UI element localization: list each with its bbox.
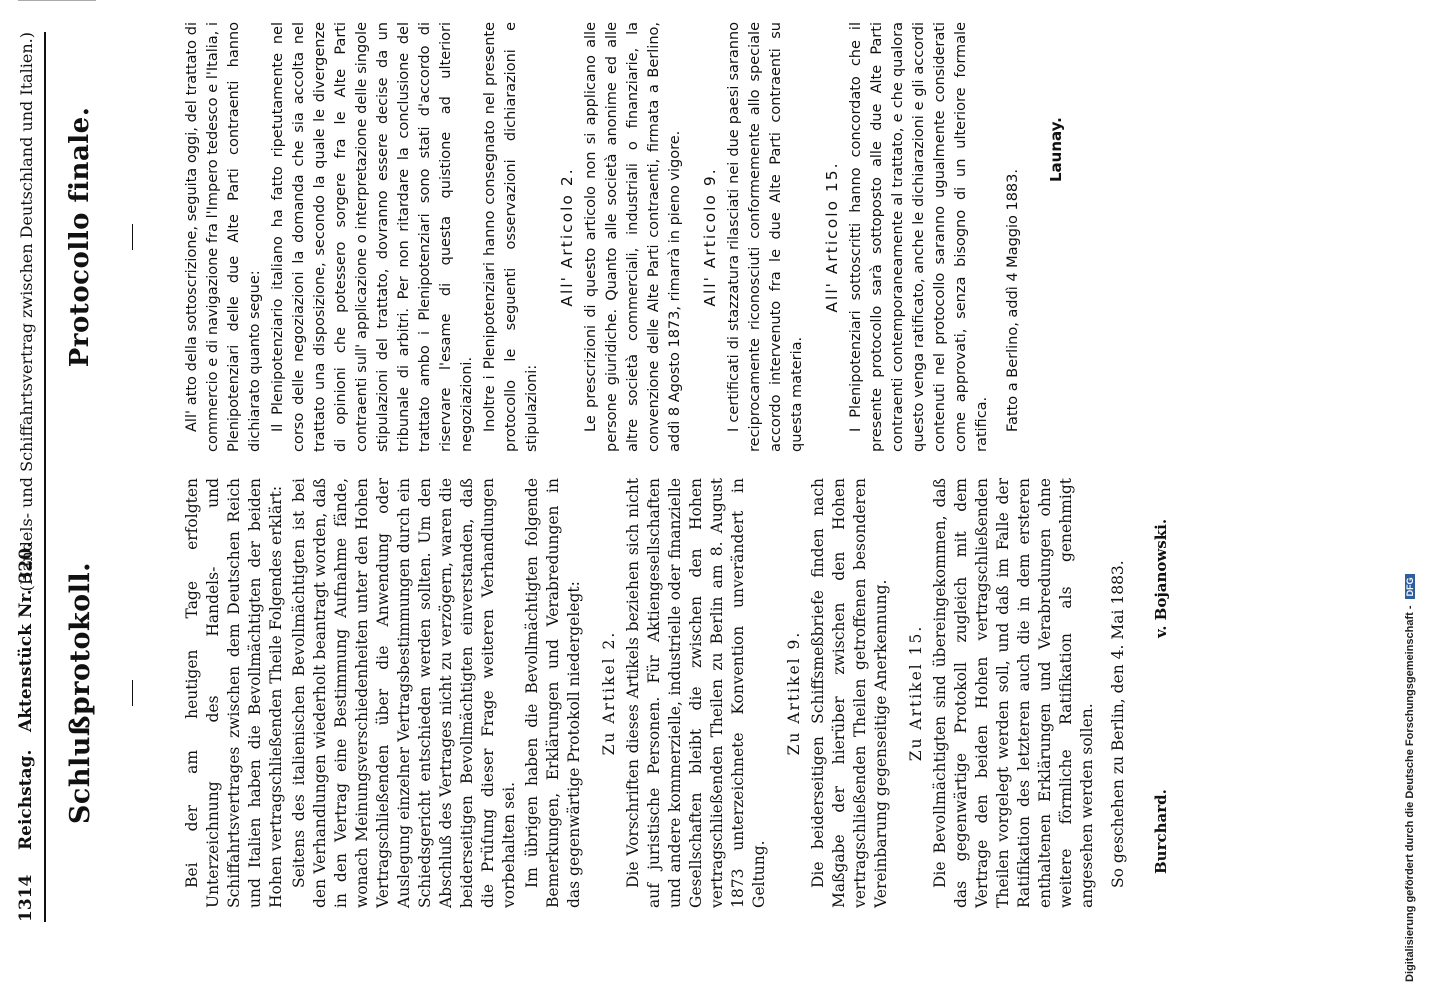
german-art15-text: Die Bevollmächtigten sind übereingekommen, daß das gegenwärtige Protokoll zugleich mit dem Vertrage den beiden Hohen vertragschließenden Theilen vorgelegt werden soll, und daß im Falle der Ratifikation des letzteren auch die in dem ersteren enthaltenen Erklärungen und Verabredungen ohne weitere förmliche Ratifikation als genehmigt angesehen werden sollen. [931,478,1096,908]
italian-art9-heading: All' Articolo 9. [701,167,719,307]
italian-title-rule [132,224,133,250]
italian-intro-2: Il Plenipotenziario italiano ha fatto ripetutamente nel corso delle negoziazioni la domanda che sia accolta nel trattato una disposizione, secondo la quale le divergenze di opinioni che potessero sorgere fra le Alte Parti contraenti sull' applicazione o interpretazione delle singole stipulazioni del trattato, dovranno essere decise da un tribunale di arbitri. Per non ritardare la conclusione del trattato ambo i Plenipotenziari sono stati d'accordo di riservare l'esame di questa quistione ad ulteriori negoziazioni. [270,22,475,452]
german-art15-heading: Zu Artikel 15. [907,624,925,762]
italian-art15-heading: All' Articolo 15. [823,161,841,313]
german-column [65,478,1175,908]
german-art2-text: Die Vorschriften dieses Artikels beziehen sich nicht auf juristische Personen. Für Aktiengesellschaften und andere kommerzielle, industrielle oder finanzielle Gesellschaften bleibt die zwischen den Hohen vertragschließenden Theilen zu Berlin am 8. August 1873 unterzeichnete Konvention unverändert in Geltung. [624,478,768,908]
italian-signatures [1046,22,1070,452]
digitization-credit [1404,574,1416,982]
signature-bojanowski: v. Bojanowski. [1152,518,1170,638]
italian-title: Protocollo finale. [65,106,95,368]
signature-burchard: Burchard. [1152,789,1170,874]
italian-art9-text: I certificati di stazzatura rilasciati nei due paesi saranno reciprocamente riconosciuti conformemente allo speciale accordo intervenuto fra le due Alte Parti contraenti su questa materia. [726,22,805,452]
page-number: 1314 [16,874,36,922]
german-title-rule [132,680,133,706]
german-title: Schlußprotokoll. [65,561,96,825]
italian-art2-text: Le prescrizioni di questo articolo non si applicano alle persone giuridiche. Quanto alle società anonime ed alle altre società commerciali, industriali o finanziarie, la convenzione delle Alte Parti contraenti, firmata a Berlino, addì 8 Agosto 1873, rimarrà in pieno vigore. [583,22,683,452]
italian-column [65,22,1070,452]
dfg-logo: DFG [1405,574,1415,599]
italian-art2-heading: All' Articolo 2. [558,167,576,307]
german-art9-text: Die beiderseitigen Schiffsmeßbriefe finden nach Maßgabe der hierüber zwischen den Hohen vertragschließenden Theilen getroffenen besonderen Vereinbarung gegenseitige Anerkennung. [809,478,890,908]
german-signatures [1151,478,1175,908]
signature-launay: Launay. [1047,117,1065,182]
credit-text: Digitalisierung gefördert durch die Deutsche Forschungsgemeinschaft - [1404,605,1416,982]
italian-intro-1: All' atto della sottoscrizione, seguita oggi, del trattato di commercio e di navigazione fra l'Impero tedesco e l'Italia, i Plenipotenziari delle due Alte Parti contraenti hanno dichiarato quanto segue: [184,22,263,452]
german-intro-3: Im übrigen haben die Bevollmächtigten folgende Bemerkungen, Erklärungen und Verabredungen in das gegenwärtige Protokoll niedergelegt: [523,478,583,908]
german-art2-heading: Zu Artikel 2. [600,630,618,756]
german-intro-2: Seitens des italienischen Bevollmächtigten ist bei den Verhandlungen wiederholt beantragt worden, daß in den Vertrag eine Bestimmung Aufnahme fände, wonach Meinungsverschiedenheiten unter den Hohen Vertragschließenden über die Anwendung oder Auslegung einzelner Vertragsbestimmungen durch ein Schiedsgericht entschieden werden sollten. Um den Abschluß des Vertrages nicht zu verzögern, waren die beiderseitigen Bevollmächtigten einverstanden, daß die Prüfung dieser Frage weiteren Verhandlungen vorbehalten sei. [290,478,518,908]
german-intro-1: Bei der am heutigen Tage erfolgten Unterzeichnung des Handels- und Schiffahrtsvertrages zwischen dem Deutschen Reich und Italien haben die Bevollmächtigten der beiden Hohen vertragschließenden Theile Folgendes erklärt: [183,478,285,908]
italian-place-date: Fatto a Berlino, addì 4 Maggio 1883. [1005,169,1021,432]
italian-intro-3: Inoltre i Plenipotenziari hanno consegnato nel presente protocollo le seguenti osservazioni dichiarazioni e stipulazioni: [482,22,540,452]
italian-art15-text: I Plenipotenziari sottoscritti hanno concordato che il presente protocollo sarà sottoposto alle due Alte Parti contraenti contemporaneamente al trattato, e che qualora questo venga ratificato, anche le dichiarazioni e gli accordi contenuti nel protocollo saranno ugualmente considerati come approvati, senza bisogno di un ulteriore formale ratifica. [848,22,990,452]
running-title: Reichstag. [16,749,36,850]
document-number: Aktenstück Nr. 320. [16,541,36,732]
page-header [10,32,46,922]
header-subject: (Handels- und Schiffahrtsvertrag zwischen Deutschland und Italien.) [17,32,36,592]
german-art9-heading: Zu Artikel 9. [785,630,803,756]
german-place-date: So geschehen zu Berlin, den 4. Mai 1883. [1109,560,1127,888]
